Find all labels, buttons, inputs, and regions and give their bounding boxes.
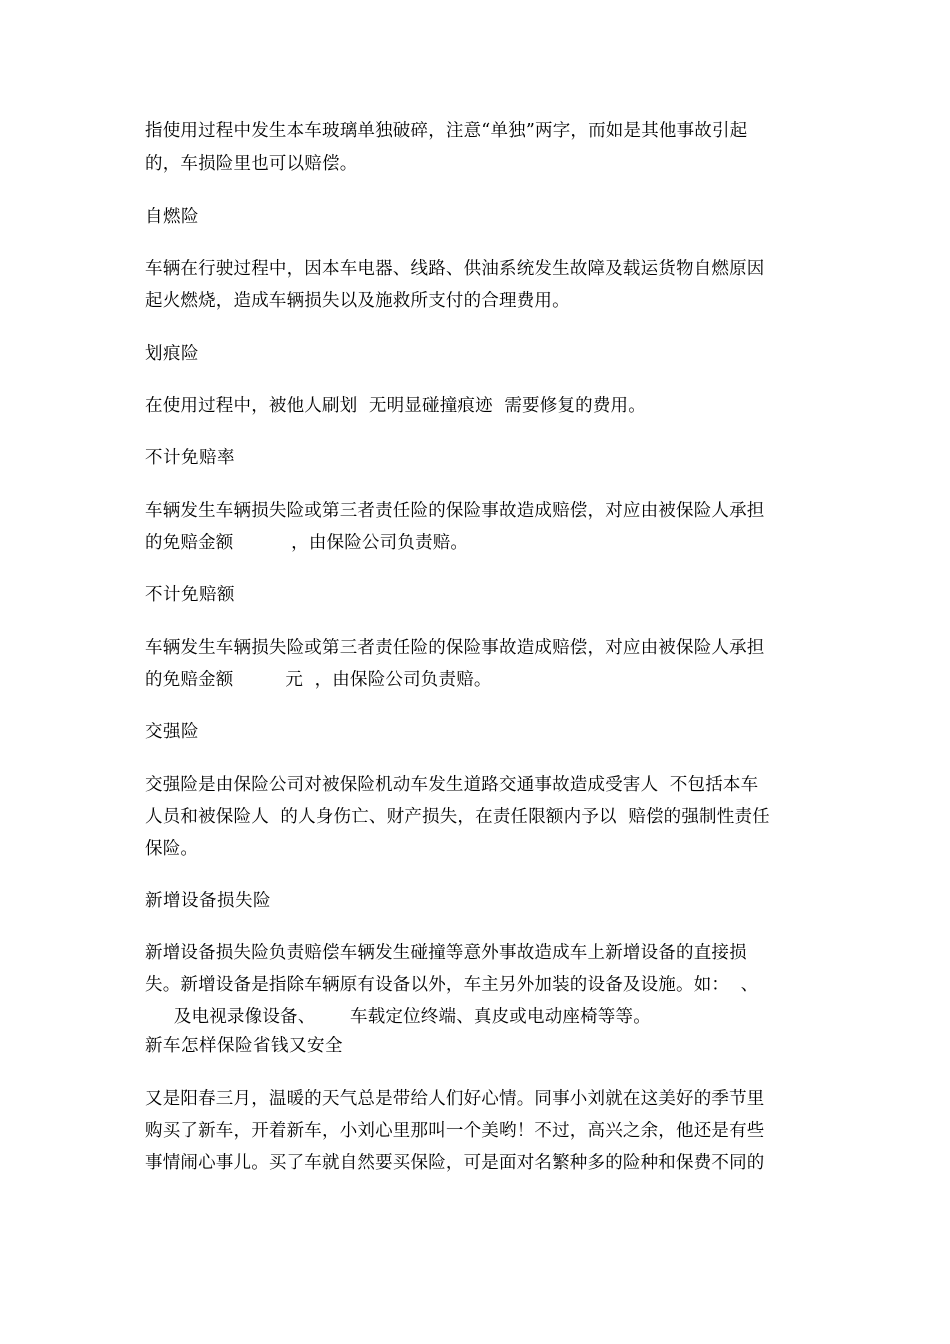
paragraph-line: 购买了新车，开着新车，小刘心里那叫一个美哟！不过，高兴之余，他还是有些 — [145, 1121, 765, 1141]
section-heading: 交强险 — [145, 722, 199, 742]
section-heading: 划痕险 — [145, 344, 199, 364]
paragraph-line: 人员和被保险人 的人身伤亡、财产损失，在责任限额内予以 赔偿的强制性责任 — [145, 807, 770, 827]
section-heading: 自燃险 — [145, 207, 199, 227]
section-heading: 不计免赔率 — [145, 448, 235, 468]
paragraph-line: 起火燃烧，造成车辆损失以及施救所支付的合理费用。 — [145, 291, 570, 311]
paragraph-line: 车辆发生车辆损失险或第三者责任险的保险事故造成赔偿，对应由被保险人承担 — [145, 501, 765, 521]
paragraph-line: 的免赔金额 ，由保险公司负责赔。 — [145, 533, 469, 553]
paragraph-line: 车辆在行驶过程中，因本车电器、线路、供油系统发生故障及载运货物自燃原因 — [145, 259, 765, 279]
paragraph-line: 的，车损险里也可以赔偿。 — [145, 154, 358, 174]
paragraph-line: 车辆发生车辆损失险或第三者责任险的保险事故造成赔偿，对应由被保险人承担 — [145, 638, 765, 658]
paragraph-line: 事情闹心事儿。买了车就自然要买保险，可是面对名繁种多的险种和保费不同的 — [145, 1153, 765, 1173]
paragraph-line: 失。新增设备是指除车辆原有设备以外，车主另外加装的设备及设施。如： 、 — [145, 975, 759, 995]
section-heading: 不计免赔额 — [145, 585, 235, 605]
paragraph-line: 及电视录像设备、 车载定位终端、真皮或电动座椅等等。 — [145, 1007, 651, 1027]
paragraph-line: 又是阳春三月，温暖的天气总是带给人们好心情。同事小刘就在这美好的季节里 — [145, 1089, 765, 1109]
paragraph-line: 的免赔金额 元 ，由保险公司负责赔。 — [145, 670, 492, 690]
paragraph-line: 交强险是由保险公司对被保险机动车发生道路交通事故造成受害人 不包括本车 — [145, 775, 759, 795]
paragraph-line: 在使用过程中，被他人刷划 无明显碰撞痕迹 需要修复的费用。 — [145, 396, 646, 416]
paragraph-line: 保险。 — [145, 839, 199, 859]
paragraph-line: 指使用过程中发生本车玻璃单独破碎，注意“单独”两字，而如是其他事故引起 — [145, 121, 748, 141]
section-heading: 新增设备损失险 — [145, 891, 271, 911]
section-heading: 新车怎样保险省钱又安全 — [145, 1036, 343, 1056]
paragraph-line: 新增设备损失险负责赔偿车辆发生碰撞等意外事故造成车上新增设备的直接损 — [145, 943, 747, 963]
